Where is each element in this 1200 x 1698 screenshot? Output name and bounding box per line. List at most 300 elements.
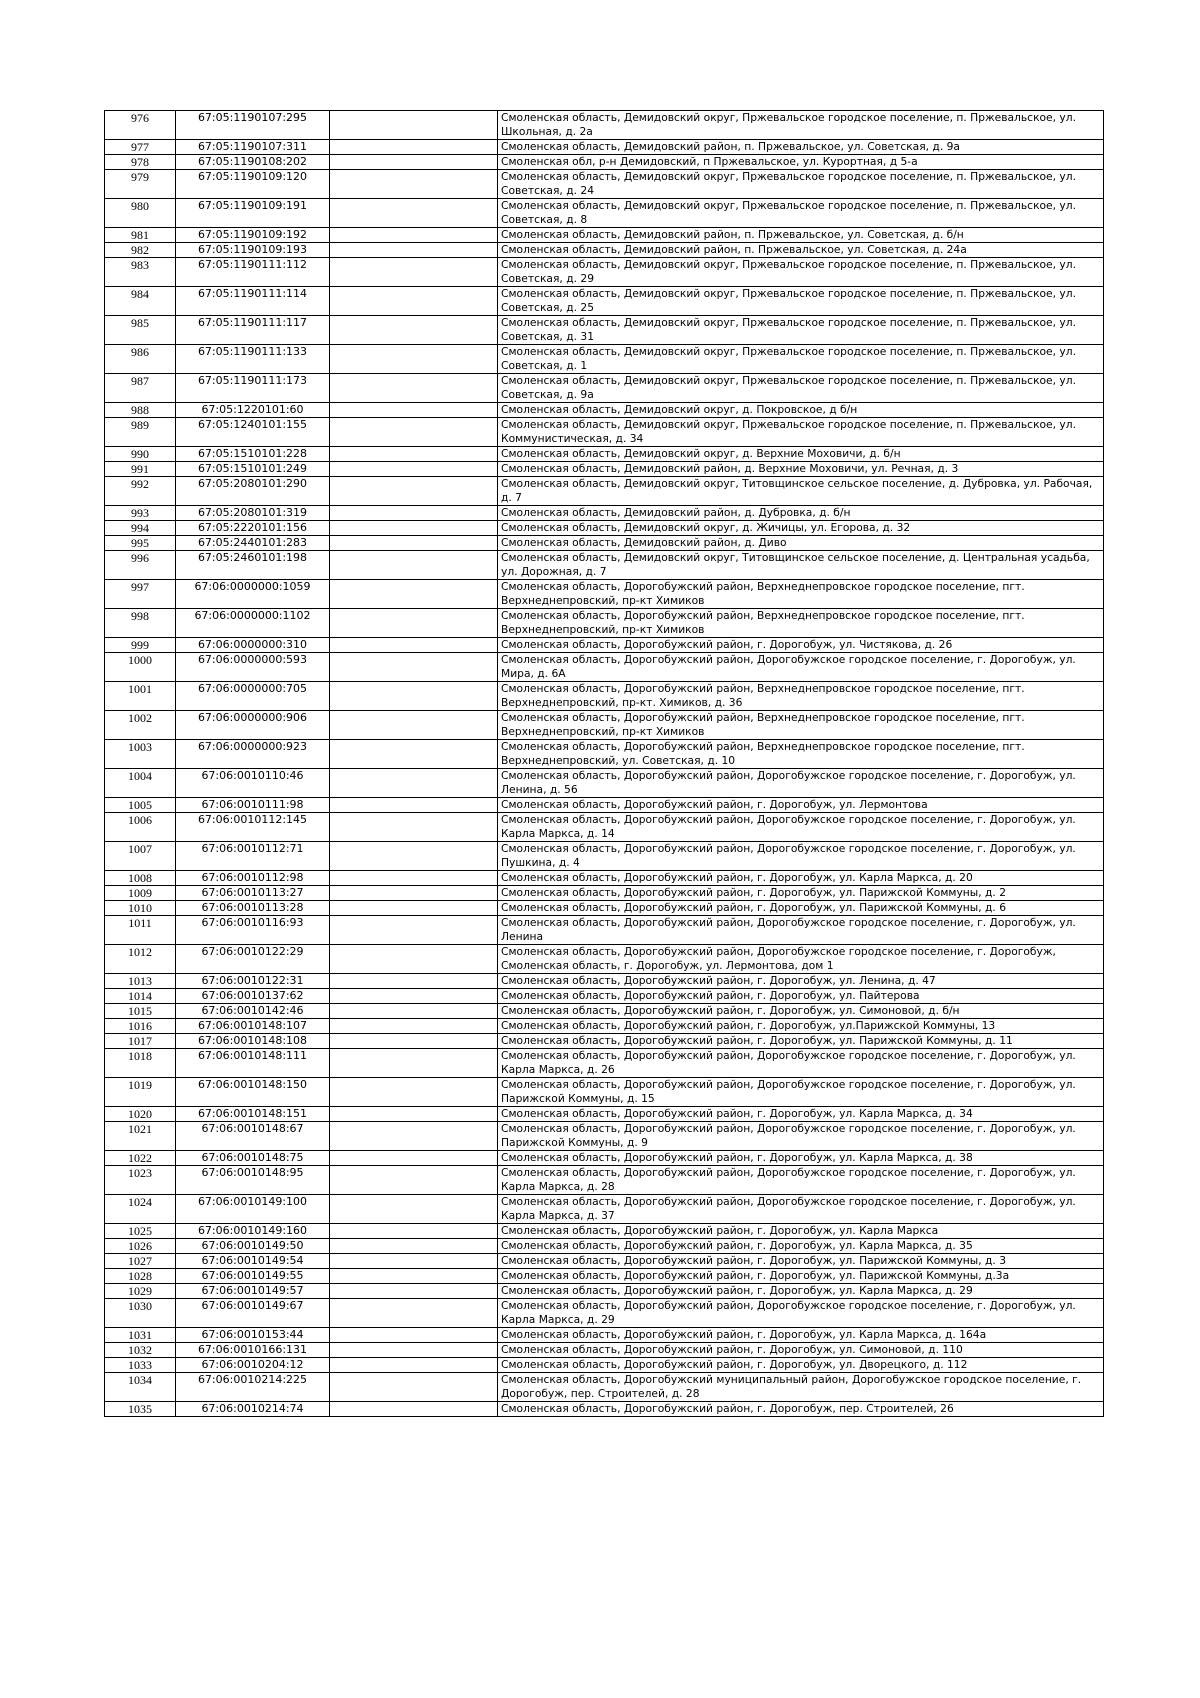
cadastral-number-cell: 67:06:0010149:54 xyxy=(176,1254,330,1269)
empty-cell xyxy=(330,901,498,916)
address-cell: Смоленская область, Демидовский округ, Пржевальское городское поселение, п. Пржевальское, ул. Советская, д. 24 xyxy=(498,170,1104,199)
table-row xyxy=(105,1402,1104,1417)
cadastral-number-cell: 67:06:0010149:57 xyxy=(176,1284,330,1299)
row-number-cell: 993 xyxy=(105,506,176,521)
table-row xyxy=(105,916,1104,945)
row-number-cell: 979 xyxy=(105,170,176,199)
table-row xyxy=(105,551,1104,580)
empty-cell xyxy=(330,916,498,945)
row-number-cell: 1005 xyxy=(105,798,176,813)
empty-cell xyxy=(330,1151,498,1166)
row-number-cell: 986 xyxy=(105,345,176,374)
table-row xyxy=(105,1239,1104,1254)
row-number-cell: 988 xyxy=(105,403,176,418)
empty-cell xyxy=(330,111,498,140)
empty-cell xyxy=(330,1358,498,1373)
address-cell: Смоленская область, Дорогобужский район, г. Дорогобуж, ул. Карла Маркса, д. 38 xyxy=(498,1151,1104,1166)
row-number-cell: 994 xyxy=(105,521,176,536)
address-cell: Смоленская область, Дорогобужский район, Дорогобужское городское поселение, г. Дорогобуж, Смоленская область, г. Дорогобуж, ул. Лермонтова, дом 1 xyxy=(498,945,1104,974)
row-number-cell: 1009 xyxy=(105,886,176,901)
row-number-cell: 1017 xyxy=(105,1034,176,1049)
address-cell: Смоленская область, Дорогобужский район, г. Дорогобуж, ул. Карла Маркса, д. 35 xyxy=(498,1239,1104,1254)
table-row xyxy=(105,418,1104,447)
table-row xyxy=(105,1151,1104,1166)
address-cell: Смоленская область, Дорогобужский район, г. Дорогобуж, ул. Парижской Коммуны, д. 6 xyxy=(498,901,1104,916)
empty-cell xyxy=(330,1078,498,1107)
address-cell: Смоленская область, Дорогобужский муниципальный район, Дорогобужское городское поселение, г. Дорогобуж, пер. Строителей, д. 28 xyxy=(498,1373,1104,1402)
cadastral-number-cell: 67:06:0010153:44 xyxy=(176,1328,330,1343)
address-cell: Смоленская область, Демидовский округ, Пржевальское городское поселение, п. Пржевальское, ул. Коммунистическая, д. 34 xyxy=(498,418,1104,447)
address-cell: Смоленская область, Дорогобужский район, г. Дорогобуж, ул. Карла Маркса xyxy=(498,1224,1104,1239)
address-cell: Смоленская область, Демидовский округ, Титовщинское сельское поселение, д. Центральная усадьба, ул. Дорожная, д. 7 xyxy=(498,551,1104,580)
address-cell: Смоленская область, Дорогобужский район, Верхнеднепровское городское поселение, пгт. Верхнеднепровский, пр-кт Химиков xyxy=(498,609,1104,638)
empty-cell xyxy=(330,477,498,506)
address-cell: Смоленская область, Демидовский округ, Пржевальское городское поселение, п. Пржевальское, ул. Советская, д. 31 xyxy=(498,316,1104,345)
cadastral-number-cell: 67:05:1190111:173 xyxy=(176,374,330,403)
address-cell: Смоленская область, Демидовский округ, д. Верхние Моховичи, д. б/н xyxy=(498,447,1104,462)
cadastral-number-cell: 67:05:1190109:120 xyxy=(176,170,330,199)
table-row xyxy=(105,1254,1104,1269)
address-cell: Смоленская область, Демидовский округ, Пржевальское городское поселение, п. Пржевальское, ул. Школьная, д. 2а xyxy=(498,111,1104,140)
table-row xyxy=(105,842,1104,871)
row-number-cell: 1030 xyxy=(105,1299,176,1328)
empty-cell xyxy=(330,1166,498,1195)
row-number-cell: 977 xyxy=(105,140,176,155)
empty-cell xyxy=(330,418,498,447)
table-row xyxy=(105,1328,1104,1343)
table-row xyxy=(105,1284,1104,1299)
cadastral-number-cell: 67:06:0010111:98 xyxy=(176,798,330,813)
row-number-cell: 1022 xyxy=(105,1151,176,1166)
row-number-cell: 1006 xyxy=(105,813,176,842)
cadastral-number-cell: 67:05:1510101:249 xyxy=(176,462,330,477)
address-cell: Смоленская область, Демидовский округ, Пржевальское городское поселение, п. Пржевальское, ул. Советская, д. 29 xyxy=(498,258,1104,287)
cadastral-number-cell: 67:05:2440101:283 xyxy=(176,536,330,551)
table-row xyxy=(105,374,1104,403)
empty-cell xyxy=(330,1284,498,1299)
table-row xyxy=(105,1034,1104,1049)
address-cell: Смоленская область, Дорогобужский район, г. Дорогобуж, ул. Ленина, д. 47 xyxy=(498,974,1104,989)
empty-cell xyxy=(330,287,498,316)
empty-cell xyxy=(330,886,498,901)
address-cell: Смоленская область, Демидовский округ, д. Жичицы, ул. Егорова, д. 32 xyxy=(498,521,1104,536)
address-cell: Смоленская область, Демидовский округ, Пржевальское городское поселение, п. Пржевальское, ул. Советская, д. 1 xyxy=(498,345,1104,374)
registry-table xyxy=(104,110,1104,1417)
cadastral-number-cell: 67:06:0010149:67 xyxy=(176,1299,330,1328)
row-number-cell: 998 xyxy=(105,609,176,638)
cadastral-number-cell: 67:06:0010204:12 xyxy=(176,1358,330,1373)
empty-cell xyxy=(330,1004,498,1019)
table-row xyxy=(105,345,1104,374)
table-row xyxy=(105,798,1104,813)
cadastral-number-cell: 67:06:0010148:151 xyxy=(176,1107,330,1122)
table-row xyxy=(105,711,1104,740)
cadastral-number-cell: 67:06:0010113:27 xyxy=(176,886,330,901)
address-cell: Смоленская область, Дорогобужский район, Верхнеднепровское городское поселение, пгт. Верхнеднепровский, ул. Советская, д. 10 xyxy=(498,740,1104,769)
table-row xyxy=(105,403,1104,418)
table-row xyxy=(105,740,1104,769)
row-number-cell: 1032 xyxy=(105,1343,176,1358)
table-row xyxy=(105,1078,1104,1107)
address-cell: Смоленская область, Демидовский округ, Пржевальское городское поселение, п. Пржевальское, ул. Советская, д. 9а xyxy=(498,374,1104,403)
table-row xyxy=(105,243,1104,258)
row-number-cell: 1010 xyxy=(105,901,176,916)
table-row xyxy=(105,1195,1104,1224)
table-row xyxy=(105,871,1104,886)
empty-cell xyxy=(330,1224,498,1239)
row-number-cell: 1027 xyxy=(105,1254,176,1269)
row-number-cell: 1002 xyxy=(105,711,176,740)
row-number-cell: 978 xyxy=(105,155,176,170)
empty-cell xyxy=(330,345,498,374)
address-cell: Смоленская область, Дорогобужский район, г. Дорогобуж, пер. Строителей, 26 xyxy=(498,1402,1104,1417)
empty-cell xyxy=(330,1373,498,1402)
empty-cell xyxy=(330,1328,498,1343)
table-row xyxy=(105,447,1104,462)
cadastral-number-cell: 67:05:1240101:155 xyxy=(176,418,330,447)
empty-cell xyxy=(330,974,498,989)
row-number-cell: 1029 xyxy=(105,1284,176,1299)
cadastral-number-cell: 67:06:0010148:95 xyxy=(176,1166,330,1195)
address-cell: Смоленская область, Дорогобужский район, г. Дорогобуж, ул. Парижской Коммуны, д.3а xyxy=(498,1269,1104,1284)
table-row xyxy=(105,477,1104,506)
cadastral-number-cell: 67:05:1190111:112 xyxy=(176,258,330,287)
address-cell: Смоленская область, Дорогобужский район, Дорогобужское городское поселение, г. Дорогобуж, ул. Мира, д. 6А xyxy=(498,653,1104,682)
row-number-cell: 1000 xyxy=(105,653,176,682)
empty-cell xyxy=(330,521,498,536)
row-number-cell: 990 xyxy=(105,447,176,462)
empty-cell xyxy=(330,536,498,551)
empty-cell xyxy=(330,1122,498,1151)
address-cell: Смоленская область, Демидовский округ, д. Покровское, д б/н xyxy=(498,403,1104,418)
table-row xyxy=(105,1269,1104,1284)
cadastral-number-cell: 67:06:0010214:225 xyxy=(176,1373,330,1402)
cadastral-number-cell: 67:05:2080101:290 xyxy=(176,477,330,506)
cadastral-number-cell: 67:06:0000000:906 xyxy=(176,711,330,740)
row-number-cell: 1004 xyxy=(105,769,176,798)
address-cell: Смоленская область, Дорогобужский район, г. Дорогобуж, ул. Симоновой, д. 110 xyxy=(498,1343,1104,1358)
cadastral-number-cell: 67:05:1190107:311 xyxy=(176,140,330,155)
cadastral-number-cell: 67:06:0010148:108 xyxy=(176,1034,330,1049)
empty-cell xyxy=(330,769,498,798)
table-row xyxy=(105,155,1104,170)
address-cell: Смоленская область, Дорогобужский район, г. Дорогобуж, ул. Симоновой, д. б/н xyxy=(498,1004,1104,1019)
cadastral-number-cell: 67:06:0010148:75 xyxy=(176,1151,330,1166)
cadastral-number-cell: 67:06:0010149:50 xyxy=(176,1239,330,1254)
address-cell: Смоленская область, Демидовский район, п. Пржевальское, ул. Советская, д. б/н xyxy=(498,228,1104,243)
row-number-cell: 1018 xyxy=(105,1049,176,1078)
empty-cell xyxy=(330,447,498,462)
cadastral-number-cell: 67:06:0000000:310 xyxy=(176,638,330,653)
row-number-cell: 987 xyxy=(105,374,176,403)
table-row xyxy=(105,228,1104,243)
address-cell: Смоленская область, Дорогобужский район, г. Дорогобуж, ул. Карла Маркса, д. 20 xyxy=(498,871,1104,886)
table-row xyxy=(105,974,1104,989)
cadastral-number-cell: 67:06:0010122:29 xyxy=(176,945,330,974)
table-row xyxy=(105,1224,1104,1239)
empty-cell xyxy=(330,842,498,871)
empty-cell xyxy=(330,609,498,638)
table-row xyxy=(105,506,1104,521)
empty-cell xyxy=(330,506,498,521)
empty-cell xyxy=(330,871,498,886)
address-cell: Смоленская область, Дорогобужский район, г. Дорогобуж, ул. Карла Маркса, д. 29 xyxy=(498,1284,1104,1299)
row-number-cell: 996 xyxy=(105,551,176,580)
address-cell: Смоленская область, Дорогобужский район, Дорогобужское городское поселение, г. Дорогобуж, ул. Парижской Коммуны, д. 15 xyxy=(498,1078,1104,1107)
empty-cell xyxy=(330,1239,498,1254)
row-number-cell: 991 xyxy=(105,462,176,477)
cadastral-number-cell: 67:06:0010110:46 xyxy=(176,769,330,798)
empty-cell xyxy=(330,374,498,403)
address-cell: Смоленская область, Демидовский округ, Пржевальское городское поселение, п. Пржевальское, ул. Советская, д. 25 xyxy=(498,287,1104,316)
empty-cell xyxy=(330,170,498,199)
table-row xyxy=(105,769,1104,798)
address-cell: Смоленская область, Дорогобужский район, г. Дорогобуж, ул. Пайтерова xyxy=(498,989,1104,1004)
row-number-cell: 1031 xyxy=(105,1328,176,1343)
empty-cell xyxy=(330,155,498,170)
cadastral-number-cell: 67:06:0010148:111 xyxy=(176,1049,330,1078)
empty-cell xyxy=(330,1343,498,1358)
address-cell: Смоленская область, Дорогобужский район, г. Дорогобуж, ул.Парижской Коммуны, 13 xyxy=(498,1019,1104,1034)
empty-cell xyxy=(330,316,498,345)
row-number-cell: 1020 xyxy=(105,1107,176,1122)
address-cell: Смоленская область, Дорогобужский район, Верхнеднепровское городское поселение, пгт. Верхнеднепровский, пр-кт Химиков xyxy=(498,711,1104,740)
address-cell: Смоленская область, Дорогобужский район, г. Дорогобуж, ул. Лермонтова xyxy=(498,798,1104,813)
empty-cell xyxy=(330,711,498,740)
table-row xyxy=(105,140,1104,155)
row-number-cell: 1028 xyxy=(105,1269,176,1284)
table-row xyxy=(105,580,1104,609)
table-row xyxy=(105,1358,1104,1373)
row-number-cell: 1011 xyxy=(105,916,176,945)
cadastral-number-cell: 67:06:0010148:107 xyxy=(176,1019,330,1034)
table-row xyxy=(105,287,1104,316)
empty-cell xyxy=(330,1107,498,1122)
table-row xyxy=(105,886,1104,901)
address-cell: Смоленская область, Дорогобужский район, Дорогобужское городское поселение, г. Дорогобуж, ул. Ленина, д. 56 xyxy=(498,769,1104,798)
address-cell: Смоленская область, Дорогобужский район, Дорогобужское городское поселение, г. Дорогобуж, ул. Карла Маркса, д. 28 xyxy=(498,1166,1104,1195)
empty-cell xyxy=(330,1269,498,1284)
empty-cell xyxy=(330,228,498,243)
table-row xyxy=(105,813,1104,842)
address-cell: Смоленская область, Дорогобужский район, г. Дорогобуж, ул. Парижской Коммуны, д. 2 xyxy=(498,886,1104,901)
table-row xyxy=(105,1299,1104,1328)
row-number-cell: 992 xyxy=(105,477,176,506)
empty-cell xyxy=(330,551,498,580)
row-number-cell: 1021 xyxy=(105,1122,176,1151)
row-number-cell: 1026 xyxy=(105,1239,176,1254)
cadastral-number-cell: 67:06:0010214:74 xyxy=(176,1402,330,1417)
cadastral-number-cell: 67:06:0010142:46 xyxy=(176,1004,330,1019)
row-number-cell: 985 xyxy=(105,316,176,345)
cadastral-number-cell: 67:06:0010166:131 xyxy=(176,1343,330,1358)
cadastral-number-cell: 67:05:2220101:156 xyxy=(176,521,330,536)
table-row xyxy=(105,1122,1104,1151)
empty-cell xyxy=(330,258,498,287)
cadastral-number-cell: 67:06:0000000:1059 xyxy=(176,580,330,609)
table-row xyxy=(105,945,1104,974)
empty-cell xyxy=(330,1019,498,1034)
row-number-cell: 980 xyxy=(105,199,176,228)
cadastral-number-cell: 67:05:2080101:319 xyxy=(176,506,330,521)
cadastral-number-cell: 67:06:0010122:31 xyxy=(176,974,330,989)
address-cell: Смоленская область, Демидовский район, д. Дубровка, д. б/н xyxy=(498,506,1104,521)
row-number-cell: 995 xyxy=(105,536,176,551)
address-cell: Смоленская область, Дорогобужский район, Дорогобужское городское поселение, г. Дорогобуж, ул. Ленина xyxy=(498,916,1104,945)
cadastral-number-cell: 67:06:0000000:923 xyxy=(176,740,330,769)
row-number-cell: 1013 xyxy=(105,974,176,989)
row-number-cell: 999 xyxy=(105,638,176,653)
table-row xyxy=(105,316,1104,345)
address-cell: Смоленская область, Дорогобужский район, г. Дорогобуж, ул. Дворецкого, д. 112 xyxy=(498,1358,1104,1373)
empty-cell xyxy=(330,813,498,842)
table-row xyxy=(105,1049,1104,1078)
table-row xyxy=(105,1004,1104,1019)
address-cell: Смоленская область, Дорогобужский район, Верхнеднепровское городское поселение, пгт. Верхнеднепровский, пр-кт Химиков xyxy=(498,580,1104,609)
address-cell: Смоленская область, Дорогобужский район, Дорогобужское городское поселение, г. Дорогобуж, ул. Парижской Коммуны, д. 9 xyxy=(498,1122,1104,1151)
row-number-cell: 982 xyxy=(105,243,176,258)
address-cell: Смоленская область, Дорогобужский район, г. Дорогобуж, ул. Карла Маркса, д. 164а xyxy=(498,1328,1104,1343)
address-cell: Смоленская область, Демидовский район, п. Пржевальское, ул. Советская, д. 24а xyxy=(498,243,1104,258)
empty-cell xyxy=(330,682,498,711)
row-number-cell: 976 xyxy=(105,111,176,140)
row-number-cell: 997 xyxy=(105,580,176,609)
cadastral-number-cell: 67:05:1190109:192 xyxy=(176,228,330,243)
address-cell: Смоленская область, Дорогобужский район, Дорогобужское городское поселение, г. Дорогобуж, ул. Карла Маркса, д. 26 xyxy=(498,1049,1104,1078)
address-cell: Смоленская область, Демидовский округ, Пржевальское городское поселение, п. Пржевальское, ул. Советская, д. 8 xyxy=(498,199,1104,228)
cadastral-number-cell: 67:06:0000000:1102 xyxy=(176,609,330,638)
row-number-cell: 1007 xyxy=(105,842,176,871)
address-cell: Смоленская область, Демидовский район, д. Диво xyxy=(498,536,1104,551)
cadastral-number-cell: 67:06:0010137:62 xyxy=(176,989,330,1004)
table-row xyxy=(105,462,1104,477)
address-cell: Смоленская область, Дорогобужский район, Дорогобужское городское поселение, г. Дорогобуж, ул. Карла Маркса, д. 14 xyxy=(498,813,1104,842)
empty-cell xyxy=(330,1034,498,1049)
cadastral-number-cell: 67:05:1190109:191 xyxy=(176,199,330,228)
empty-cell xyxy=(330,1299,498,1328)
empty-cell xyxy=(330,740,498,769)
empty-cell xyxy=(330,798,498,813)
table-row xyxy=(105,1107,1104,1122)
table-row xyxy=(105,521,1104,536)
cadastral-number-cell: 67:06:0010112:145 xyxy=(176,813,330,842)
empty-cell xyxy=(330,462,498,477)
row-number-cell: 1012 xyxy=(105,945,176,974)
address-cell: Смоленская область, Дорогобужский район, Дорогобужское городское поселение, г. Дорогобуж, ул. Пушкина, д. 4 xyxy=(498,842,1104,871)
cadastral-number-cell: 67:06:0010112:71 xyxy=(176,842,330,871)
cadastral-number-cell: 67:06:0010148:67 xyxy=(176,1122,330,1151)
row-number-cell: 1035 xyxy=(105,1402,176,1417)
cadastral-number-cell: 67:06:0010149:100 xyxy=(176,1195,330,1224)
table-row xyxy=(105,638,1104,653)
registry-table-body xyxy=(105,111,1104,1417)
cadastral-number-cell: 67:05:1190111:114 xyxy=(176,287,330,316)
address-cell: Смоленская область, Демидовский округ, Титовщинское сельское поселение, д. Дубровка, ул. Рабочая, д. 7 xyxy=(498,477,1104,506)
table-row xyxy=(105,111,1104,140)
cadastral-number-cell: 67:05:1190107:295 xyxy=(176,111,330,140)
row-number-cell: 1025 xyxy=(105,1224,176,1239)
empty-cell xyxy=(330,199,498,228)
address-cell: Смоленская область, Дорогобужский район, г. Дорогобуж, ул. Парижской Коммуны, д. 3 xyxy=(498,1254,1104,1269)
empty-cell xyxy=(330,945,498,974)
cadastral-number-cell: 67:06:0010113:28 xyxy=(176,901,330,916)
table-row xyxy=(105,1343,1104,1358)
cadastral-number-cell: 67:05:2460101:198 xyxy=(176,551,330,580)
cadastral-number-cell: 67:06:0010149:160 xyxy=(176,1224,330,1239)
address-cell: Смоленская область, Дорогобужский район, Дорогобужское городское поселение, г. Дорогобуж, ул. Карла Маркса, д. 29 xyxy=(498,1299,1104,1328)
cadastral-number-cell: 67:06:0010116:93 xyxy=(176,916,330,945)
empty-cell xyxy=(330,1402,498,1417)
row-number-cell: 1033 xyxy=(105,1358,176,1373)
row-number-cell: 981 xyxy=(105,228,176,243)
table-row xyxy=(105,989,1104,1004)
empty-cell xyxy=(330,638,498,653)
address-cell: Смоленская область, Дорогобужский район, г. Дорогобуж, ул. Карла Маркса, д. 34 xyxy=(498,1107,1104,1122)
row-number-cell: 989 xyxy=(105,418,176,447)
cadastral-number-cell: 67:05:1220101:60 xyxy=(176,403,330,418)
table-row xyxy=(105,170,1104,199)
empty-cell xyxy=(330,989,498,1004)
cadastral-number-cell: 67:06:0010149:55 xyxy=(176,1269,330,1284)
address-cell: Смоленская обл, р-н Демидовский, п Пржевальское, ул. Курортная, д 5-а xyxy=(498,155,1104,170)
address-cell: Смоленская область, Дорогобужский район, Дорогобужское городское поселение, г. Дорогобуж, ул. Карла Маркса, д. 37 xyxy=(498,1195,1104,1224)
empty-cell xyxy=(330,403,498,418)
table-row xyxy=(105,609,1104,638)
row-number-cell: 1008 xyxy=(105,871,176,886)
empty-cell xyxy=(330,1049,498,1078)
cadastral-number-cell: 67:05:1190111:133 xyxy=(176,345,330,374)
row-number-cell: 1016 xyxy=(105,1019,176,1034)
empty-cell xyxy=(330,140,498,155)
empty-cell xyxy=(330,1195,498,1224)
row-number-cell: 984 xyxy=(105,287,176,316)
empty-cell xyxy=(330,580,498,609)
empty-cell xyxy=(330,243,498,258)
row-number-cell: 1019 xyxy=(105,1078,176,1107)
address-cell: Смоленская область, Дорогобужский район, Верхнеднепровское городское поселение, пгт. Верхнеднепровский, пр-кт. Химиков, д. 36 xyxy=(498,682,1104,711)
table-row xyxy=(105,901,1104,916)
address-cell: Смоленская область, Дорогобужский район, г. Дорогобуж, ул. Чистякова, д. 26 xyxy=(498,638,1104,653)
row-number-cell: 1034 xyxy=(105,1373,176,1402)
row-number-cell: 1001 xyxy=(105,682,176,711)
cadastral-number-cell: 67:06:0010148:150 xyxy=(176,1078,330,1107)
table-row xyxy=(105,536,1104,551)
row-number-cell: 1015 xyxy=(105,1004,176,1019)
cadastral-number-cell: 67:05:1190111:117 xyxy=(176,316,330,345)
row-number-cell: 1023 xyxy=(105,1166,176,1195)
table-row xyxy=(105,199,1104,228)
row-number-cell: 1014 xyxy=(105,989,176,1004)
row-number-cell: 1003 xyxy=(105,740,176,769)
cadastral-number-cell: 67:06:0000000:705 xyxy=(176,682,330,711)
cadastral-number-cell: 67:05:1190108:202 xyxy=(176,155,330,170)
table-row xyxy=(105,1373,1104,1402)
cadastral-number-cell: 67:06:0000000:593 xyxy=(176,653,330,682)
table-row xyxy=(105,1019,1104,1034)
table-row xyxy=(105,258,1104,287)
table-row xyxy=(105,653,1104,682)
cadastral-number-cell: 67:05:1190109:193 xyxy=(176,243,330,258)
cadastral-number-cell: 67:05:1510101:228 xyxy=(176,447,330,462)
address-cell: Смоленская область, Демидовский район, п. Пржевальское, ул. Советская, д. 9а xyxy=(498,140,1104,155)
table-row xyxy=(105,682,1104,711)
table-row xyxy=(105,1166,1104,1195)
empty-cell xyxy=(330,1254,498,1269)
empty-cell xyxy=(330,653,498,682)
address-cell: Смоленская область, Дорогобужский район, г. Дорогобуж, ул. Парижской Коммуны, д. 11 xyxy=(498,1034,1104,1049)
address-cell: Смоленская область, Демидовский район, д. Верхние Моховичи, ул. Речная, д. 3 xyxy=(498,462,1104,477)
row-number-cell: 1024 xyxy=(105,1195,176,1224)
